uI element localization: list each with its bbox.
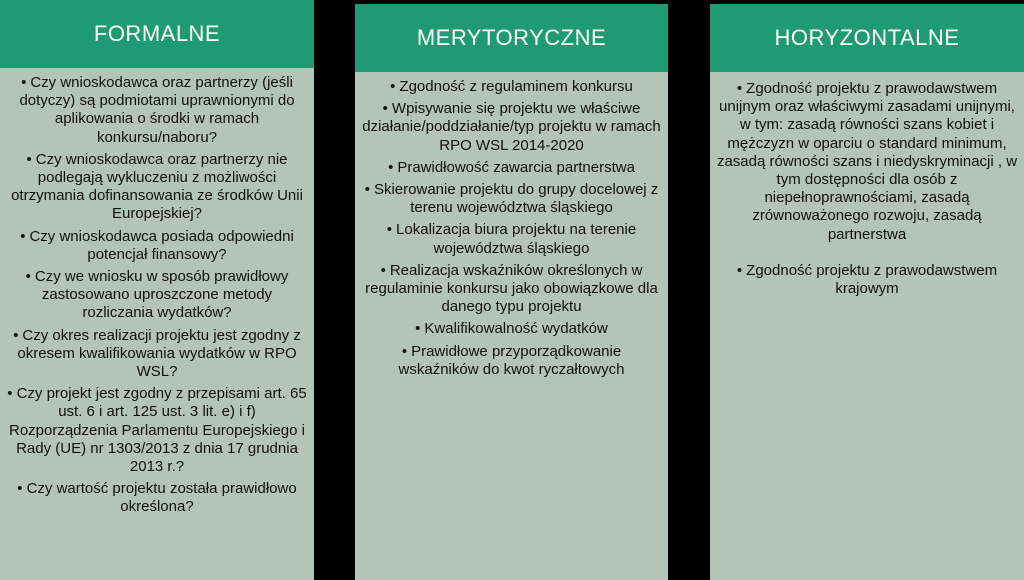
criterion-item <box>6 480 308 516</box>
bullet-icon: • <box>736 80 743 97</box>
column-header-merytoryczne: MERYTORYCZNE <box>355 4 668 72</box>
column-header-formalne: FORMALNE <box>0 0 314 68</box>
criterion-text: Czy okres realizacji projektu jest zgodny z okresem kwalifikowania wydatków w RPO WSL? <box>17 326 301 381</box>
criterion-text: Realizacja wskaźników określonych w regulaminie konkursu jako obowiązkowe dla danego typu projektu <box>365 261 658 316</box>
criterion-text: Zgodność z regulaminem konkursu <box>399 78 633 95</box>
bullet-icon: • <box>21 74 27 91</box>
bullet-icon: • <box>26 150 32 168</box>
criterion-item <box>361 159 662 177</box>
criteria-list-formalne <box>6 74 308 517</box>
criterion-item <box>6 385 308 476</box>
bullet-icon: • <box>364 181 370 199</box>
column-body-horyzontalne <box>710 72 1024 580</box>
bullet-icon: • <box>17 480 23 498</box>
criterion-item <box>6 327 308 382</box>
bullet-icon: • <box>25 268 31 286</box>
bullet-icon: • <box>388 158 394 176</box>
column-formalne <box>0 0 314 580</box>
criterion-text: Czy we wniosku w sposób prawidłowy zastosowano uproszczone metody rozliczania wydatków? <box>34 268 289 322</box>
criterion-item <box>361 343 662 379</box>
criterion-item <box>361 181 662 217</box>
criterion-text: Czy wnioskodawca oraz partnerzy nie podlegają wykluczeniu z możliwości otrzymania dofinansowania ze środków Unii Europejskiej? <box>11 150 303 223</box>
column-body-merytoryczne <box>355 72 668 580</box>
criterion-item <box>361 78 662 96</box>
criterion-text: Wpisywanie się projektu we właściwe działanie/poddziałanie/typ projektu w ramach RPO WSL 2014-2020 <box>362 100 661 154</box>
bullet-icon: • <box>20 227 26 245</box>
criterion-item <box>361 262 662 317</box>
criterion-item <box>6 74 308 147</box>
bullet-icon: • <box>386 221 393 239</box>
criterion-text: Skierowanie projektu do grupy docelowej z terenu województwa śląskiego <box>373 181 659 217</box>
criterion-item <box>716 80 1018 244</box>
criterion-item <box>6 151 308 224</box>
criterion-item <box>361 100 662 155</box>
column-header-horyzontalne: HORYZONTALNE <box>710 4 1024 72</box>
bullet-icon: • <box>401 342 408 360</box>
criterion-item <box>6 228 308 264</box>
bullet-icon: • <box>13 326 19 344</box>
criteria-list-horyzontalne <box>716 80 1018 298</box>
bullet-icon: • <box>390 78 396 95</box>
criterion-text: Czy wnioskodawca posiada odpowiedni potencjał finansowy? <box>29 227 294 263</box>
criterion-item <box>6 268 308 323</box>
criterion-text: Zgodność projektu z prawodawstwem krajowym <box>746 261 998 298</box>
criteria-list-merytoryczne <box>361 78 662 379</box>
column-merytoryczne <box>355 4 668 580</box>
bullet-icon: • <box>736 261 743 279</box>
criterion-text: Lokalizacja biura projektu na terenie województwa śląskiego <box>396 221 637 257</box>
criterion-item <box>716 262 1018 298</box>
criterion-text: Czy wartość projektu została prawidłowo określona? <box>26 480 297 516</box>
criterion-text: Prawidłowość zawarcia partnerstwa <box>397 158 635 176</box>
criterion-item <box>361 221 662 257</box>
bullet-icon: • <box>380 261 386 279</box>
criterion-text: Kwalifikowalność wydatków <box>424 320 608 338</box>
column-horyzontalne <box>710 4 1024 580</box>
bullet-icon: • <box>382 100 388 118</box>
criterion-item <box>361 320 662 338</box>
criterion-text: Prawidłowe przyporządkowanie wskaźników do kwot ryczałtowych <box>398 342 625 378</box>
criterion-text: Zgodność projektu z prawodawstwem unijnym oraz właściwymi zasadami unijnymi, w tym: zasadą równości szans kobiet i mężczyzn w oparciu o standard minimum, zasadą równości szans i niedyskryminacji , w tym dostępności dla osób z niepełnoprawnościami, zasadą zrównoważonego rozwoju, zasadą partnerstwa <box>716 80 1018 243</box>
column-body-formalne <box>0 68 314 580</box>
criterion-text: Czy wnioskodawca oraz partnerzy (jeśli dotyczy) są podmiotami uprawnionymi do aplikowania o środki w ramach konkursu/naboru? <box>19 74 295 146</box>
bullet-icon: • <box>7 385 13 403</box>
bullet-icon: • <box>415 320 421 338</box>
criterion-text: Czy projekt jest zgodny z przepisami art. 65 ust. 6 i art. 125 ust. 3 lit. e) i f) Rozporządzenia Parlamentu Europejskiego i Rady (UE) nr 1303/2013 z dnia 17 grudnia 2013 r.? <box>8 385 307 476</box>
